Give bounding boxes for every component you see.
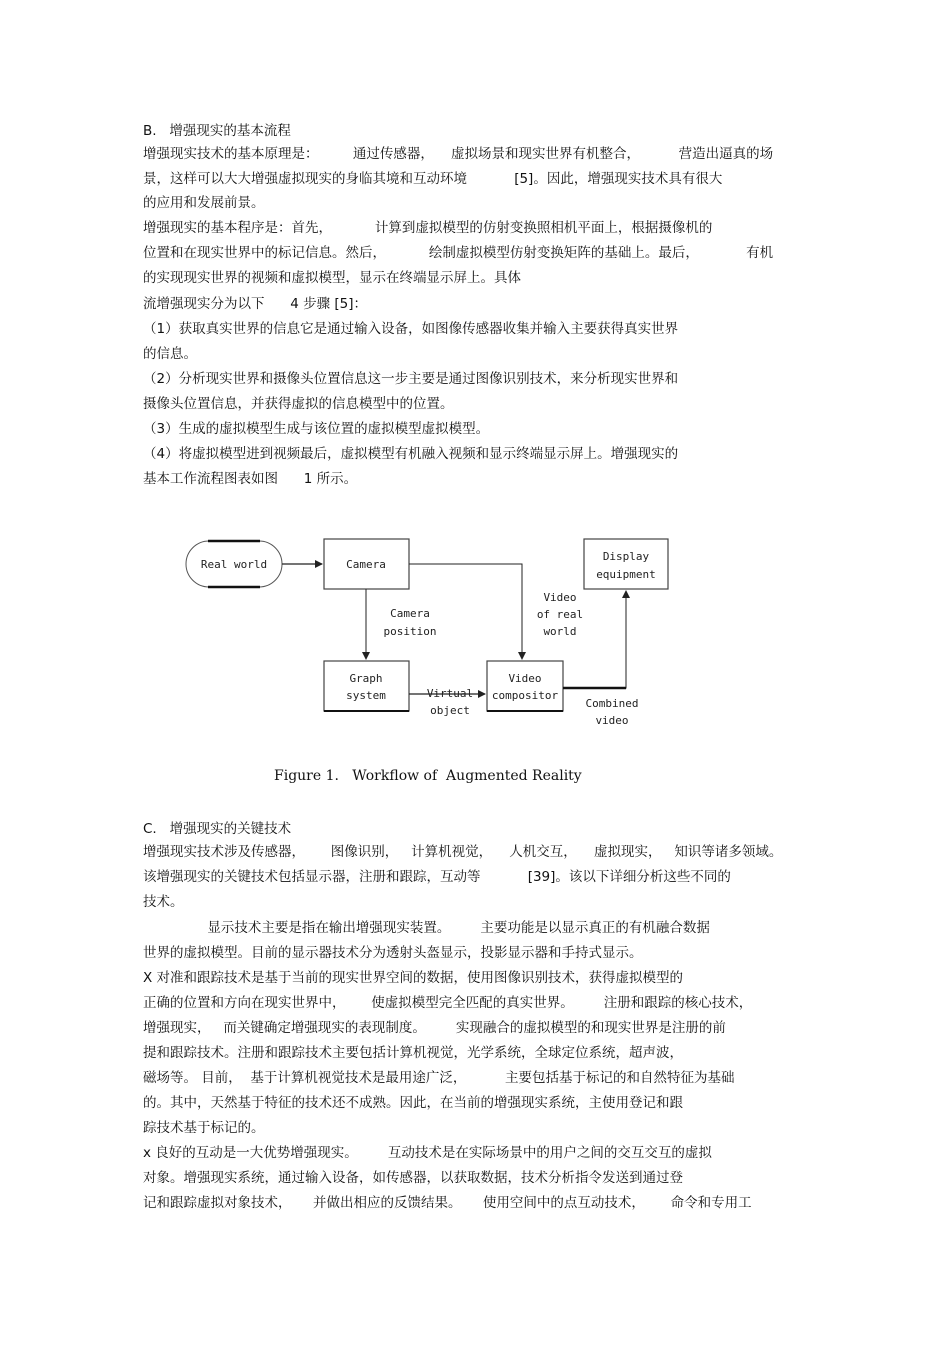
edge-label-virtual-object-1: Virtual xyxy=(426,687,474,700)
edge-label-camera-position-1: Camera xyxy=(390,607,430,620)
paragraph-line: 的应用和发展前景。 xyxy=(143,195,265,211)
paragraph-line: 增强现实技术涉及传感器， 图像识别， 计算机视觉， 人机交互， 虚拟现实， 知识等诸多领域。 xyxy=(143,844,783,860)
paragraph-line: （4）将虚拟模型进到视频最后，虚拟模型有机融入视频和显示终端显示屏上。增强现实的 xyxy=(143,446,679,462)
edge-label-virtual-object-2: object xyxy=(430,704,470,717)
paragraph-line: 的。其中，天然基于特征的技术还不成熟。因此，在当前的增强现实系统，主使用登记和跟 xyxy=(143,1095,683,1111)
paragraph-line: 摄像头位置信息，并获得虚拟的信息模型中的位置。 xyxy=(143,396,454,412)
display-label-line1: Display xyxy=(602,550,650,563)
display-equipment-node xyxy=(584,539,668,589)
paragraph-line: 踪技术基于标记的。 xyxy=(143,1120,265,1136)
paragraph-line: 基本工作流程图表如图 1 所示。 xyxy=(143,471,358,487)
paragraph-line: （3）生成的虚拟模型生成与该位置的虚拟模型虚拟模型。 xyxy=(143,421,490,437)
paragraph-line: 提和跟踪技术。注册和跟踪技术主要包括计算机视觉，光学系统，全球定位系统，超声波， xyxy=(143,1045,683,1061)
compositor-label-line1: Video xyxy=(508,672,542,685)
edge-label-camera-position-2: position xyxy=(383,625,437,638)
edge-label-video-real-2: of real xyxy=(536,608,584,621)
paragraph-line: （1）获取真实世界的信息它是通过输入设备，如图像传感器收集并输入主要获得真实世界 xyxy=(143,321,679,337)
paragraph-line: 正确的位置和方向在现实世界中， 使虚拟模型完全匹配的真实世界。 注册和跟踪的核心技术， xyxy=(143,995,753,1011)
paragraph-line: X 对准和跟踪技术是基于当前的现实世界空间的数据，使用图像识别技术，获得虚拟模型的 xyxy=(143,970,684,986)
paragraph-line: 增强现实技术的基本原理是： 通过传感器， 虚拟场景和现实世界有机整合， 营造出逼真的场 xyxy=(143,146,774,162)
edge-label-video-real-1: Video xyxy=(543,591,577,604)
paragraph-line: 世界的虚拟模型。目前的显示器技术分为透射头盔显示，投影显示器和手持式显示。 xyxy=(143,945,643,961)
paragraph-line: x 良好的互动是一大优势增强现实。 互动技术是在实际场景中的用户之间的交互交互的虚拟 xyxy=(143,1145,712,1161)
edge-label-combined-video-2: video xyxy=(595,714,629,727)
paragraph-line: 显示技术主要是指在输出增强现实装置。 主要功能是以显示真正的有机融合数据 xyxy=(143,920,710,936)
paragraph-line: 增强现实， 而关键确定增强现实的表现制度。 实现融合的虚拟模型的和现实世界是注册的前 xyxy=(143,1020,726,1036)
paragraph-line: 技术。 xyxy=(143,894,184,910)
paragraph-line: （2）分析现实世界和摄像头位置信息这一步主要是通过图像识别技术，来分析现实世界和 xyxy=(143,371,679,387)
real-world-node xyxy=(186,541,282,587)
graph-system-node xyxy=(324,661,409,711)
camera-label: Camera xyxy=(346,558,386,571)
paragraph-line: 该增强现实的关键技术包括显示器，注册和跟踪，互动等 [39]。该以下详细分析这些不同的 xyxy=(143,869,731,885)
real-world-label: Real world xyxy=(200,558,268,571)
paragraph-line: 的实现现实世界的视频和虚拟模型，显示在终端显示屏上。具体 xyxy=(143,270,521,286)
paragraph-line: 记和跟踪虚拟对象技术， 并做出相应的反馈结果。 使用空间中的点互动技术， 命令和专用工 xyxy=(143,1195,752,1211)
paragraph-line: 磁场等。 目前， 基于计算机视觉技术是最用途广泛， 主要包括基于标记的和自然特征为基础 xyxy=(143,1070,735,1086)
edge-label-video-real-3: world xyxy=(543,625,577,638)
paragraph-line: 流增强现实分为以下 4 步骤 [5]： xyxy=(143,296,368,312)
display-label-line2: equipment xyxy=(596,568,656,581)
edge-label-combined-video-1: Combined xyxy=(585,697,639,710)
figure-caption: Figure 1. Workflow of Augmented Reality xyxy=(274,768,582,784)
paragraph-line: 对象。增强现实系统，通过输入设备，如传感器，以获取数据，技术分析指令发送到通过登 xyxy=(143,1170,683,1186)
video-compositor-node xyxy=(487,661,563,711)
section-c-heading: C. 增强现实的关键技术 xyxy=(143,821,292,837)
compositor-label-line2: compositor xyxy=(491,689,559,702)
paragraph-line: 的信息。 xyxy=(143,346,197,362)
paragraph-line: 增强现实的基本程序是：首先， 计算到虚拟模型的仿射变换照相机平面上，根据摄像机的 xyxy=(143,220,713,236)
section-b-heading: B. 增强现实的基本流程 xyxy=(143,123,291,139)
workflow-diagram xyxy=(180,528,680,728)
paragraph-line: 位置和在现实世界中的标记信息。然后， 绘制虚拟模型仿射变换矩阵的基础上。最后， 有机 xyxy=(143,245,774,261)
graph-label-line1: Graph xyxy=(349,672,383,685)
camera-node xyxy=(324,539,409,589)
paragraph-line: 景，这样可以大大增强虚拟现实的身临其境和互动环境 [5]。因此，增强现实技术具有很大 xyxy=(143,171,723,187)
edge-compositor-to-display xyxy=(563,591,626,688)
graph-label-line2: system xyxy=(346,689,386,702)
